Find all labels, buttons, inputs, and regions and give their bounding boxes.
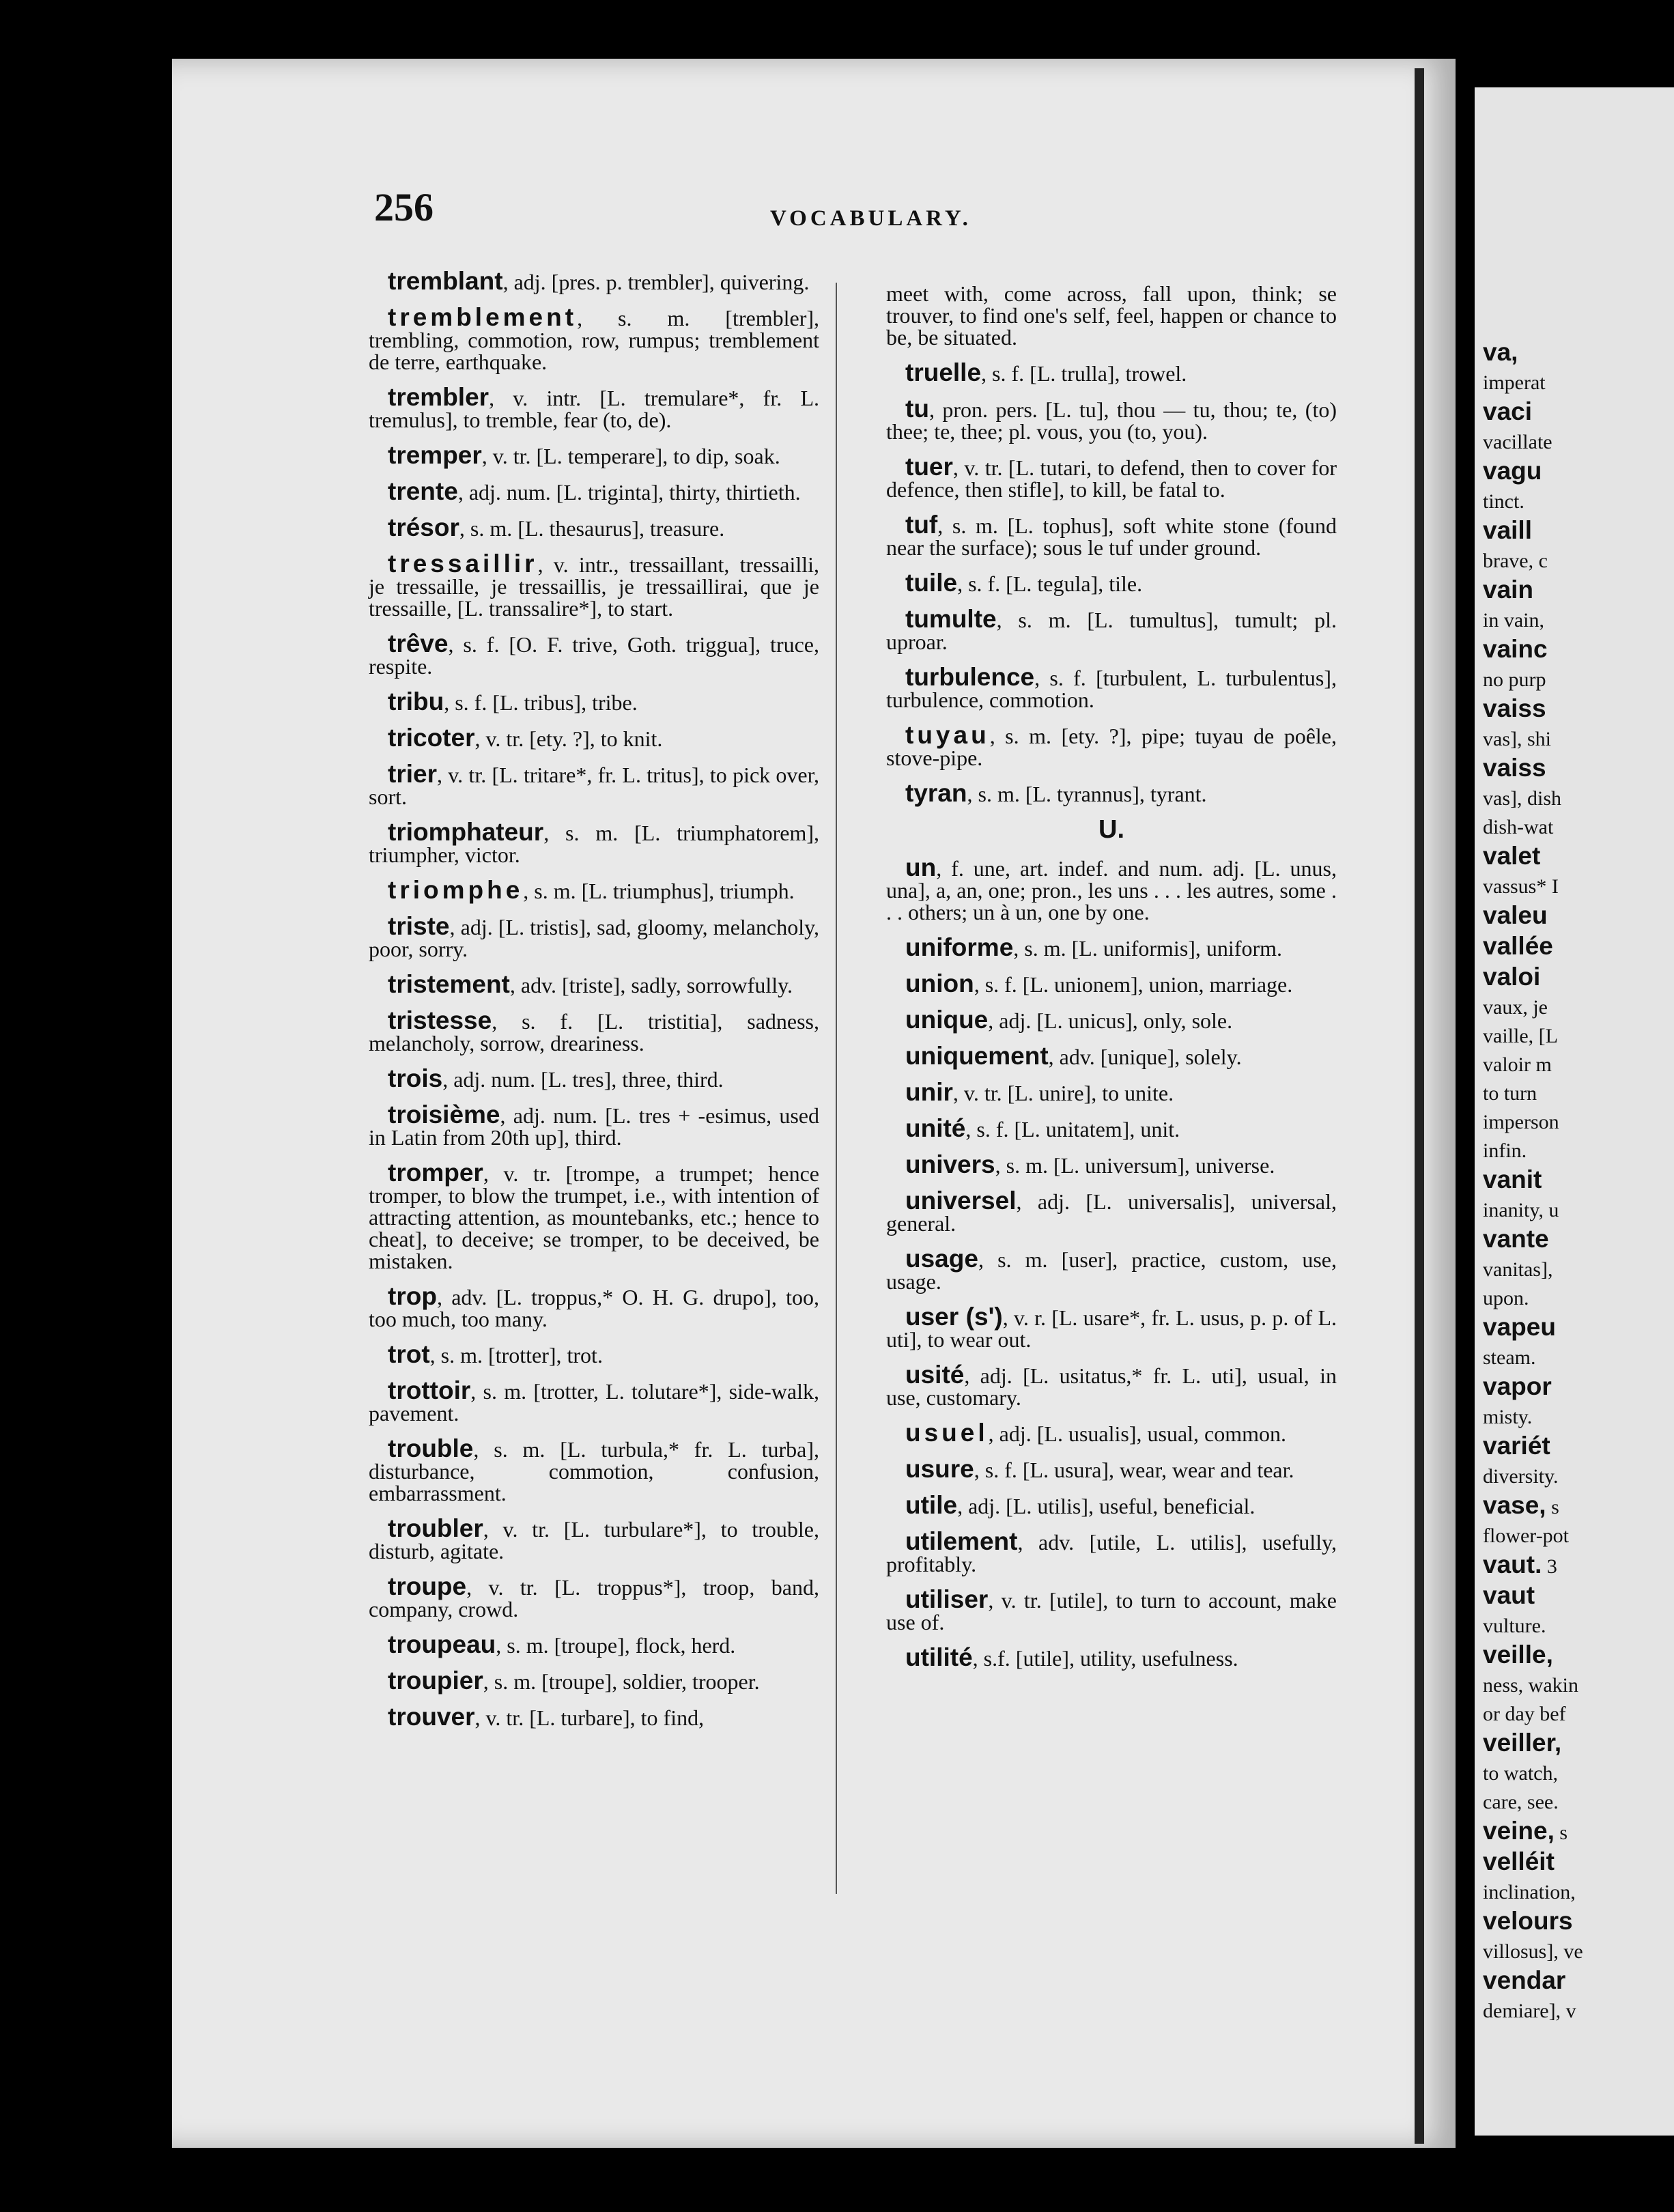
fragment-text: misty. — [1483, 1406, 1533, 1428]
fragment-line — [1483, 1374, 1674, 1401]
dictionary-entry — [369, 1101, 819, 1150]
left-column — [369, 267, 819, 1742]
entries-t — [886, 358, 1337, 807]
entry-headword: troupe — [388, 1572, 467, 1600]
fragment-line — [1483, 1110, 1674, 1135]
fragment-line — [1483, 1024, 1674, 1049]
entry-definition: , s. m. [L. triumphatorem], triumpher, victor. — [369, 821, 819, 867]
page-number: 256 — [374, 185, 434, 229]
fragment-line — [1483, 995, 1674, 1020]
dictionary-entry — [886, 779, 1337, 807]
continued-entry-text: meet with, come across, fall upon, think; se trouver, to find one's self, feel, happen or chance to be, be situated. — [886, 281, 1337, 350]
entry-definition: , adv. [triste], sadly, sorrowfully. — [509, 973, 793, 997]
fragment-text: upon. — [1483, 1287, 1529, 1309]
dictionary-entry — [369, 1667, 819, 1695]
fragment-headword: vendar — [1483, 1966, 1566, 1994]
dictionary-entry — [369, 267, 819, 295]
entry-definition: , s. m. [troupe], soldier, trooper. — [483, 1669, 760, 1694]
entry-definition: , s. m. [L. tophus], soft white stone (found near the surface); sous le tuf under ground. — [886, 513, 1337, 560]
dictionary-entry — [369, 912, 819, 961]
entry-definition: , adj. num. [L. triginta], thirty, thirtieth. — [457, 480, 801, 505]
dictionary-entry — [369, 1064, 819, 1092]
fragment-line — [1483, 1968, 1674, 1995]
fragment-headword: vaut — [1483, 1581, 1535, 1609]
fragment-line — [1483, 1286, 1674, 1311]
dictionary-entry — [369, 687, 819, 715]
fragment-text: ness, wakin — [1483, 1674, 1578, 1697]
fragment-text: tinct. — [1483, 490, 1524, 513]
fragment-line — [1483, 371, 1674, 395]
entry-headword: usure — [905, 1455, 974, 1483]
entry-definition: , s. f. [L. tegula], tile. — [957, 571, 1143, 596]
entry-headword: unir — [905, 1078, 953, 1106]
entry-headword: utile — [905, 1491, 958, 1519]
entry-headword: tromper — [388, 1159, 483, 1187]
fragment-headword: veine, — [1483, 1817, 1555, 1845]
fragment-line — [1483, 1849, 1674, 1876]
entry-definition: , s. f. [L. unionem], union, marriage. — [974, 972, 1293, 997]
fragment-line — [1483, 1643, 1674, 1669]
entry-headword: utilement — [905, 1527, 1018, 1555]
fragment-line — [1483, 965, 1674, 991]
fragment-headword: vaiss — [1483, 754, 1546, 782]
entry-definition: , v. intr., tressaillant, tressailli, je tressaille, je tressaillis, je tressaillirai, que je tressaille, [L. transsalire*], to start. — [369, 552, 819, 621]
entry-headword: uniquement — [905, 1042, 1049, 1070]
entry-definition: , s. m. [L. uniformis], uniform. — [1013, 936, 1283, 961]
dictionary-entry — [369, 513, 819, 541]
entry-definition: , s. f. [L. tribus], tribe. — [444, 690, 638, 715]
dictionary-entry — [886, 853, 1337, 924]
dictionary-entry — [886, 1455, 1337, 1483]
dictionary-entry — [886, 1187, 1337, 1236]
fragment-text: inanity, u — [1483, 1199, 1559, 1221]
entry-definition: , adv. [L. troppus,* O. H. G. drupo], too, too much, too many. — [369, 1285, 819, 1331]
fragment-headword: veiller, — [1483, 1729, 1562, 1757]
entry-definition: , adj. num. [L. tres], three, third. — [442, 1067, 724, 1092]
entry-definition: , adj. [L. usualis], usual, common. — [988, 1421, 1287, 1446]
entry-definition: , v. tr. [L. temperare], to dip, soak. — [481, 444, 780, 468]
entry-headword: universel — [905, 1187, 1017, 1215]
fragment-line — [1483, 637, 1674, 664]
fragment-text: brave, c — [1483, 550, 1548, 572]
fragment-text: imperson — [1483, 1111, 1559, 1133]
fragment-text: 3 — [1542, 1555, 1557, 1578]
entry-headword: tricoter — [388, 724, 475, 752]
entry-headword: trois — [388, 1064, 443, 1092]
fragment-headword: va, — [1483, 338, 1518, 366]
fragment-text: no purp — [1483, 668, 1546, 691]
fragment-line — [1483, 1940, 1674, 1964]
fragment-line — [1483, 1167, 1674, 1194]
dictionary-entry — [886, 1114, 1337, 1142]
dictionary-entry — [369, 1340, 819, 1368]
entry-definition: , adv. [unique], solely. — [1048, 1045, 1242, 1069]
fragment-line — [1483, 1346, 1674, 1370]
entry-headword: truelle — [905, 358, 982, 386]
dictionary-entry — [369, 970, 819, 998]
dictionary-entry — [369, 1159, 819, 1273]
fragment-headword: vase, — [1483, 1491, 1546, 1519]
fragment-text: demiare], v — [1483, 2000, 1576, 2022]
fragment-text: or day bef — [1483, 1703, 1566, 1725]
dictionary-entry — [369, 1514, 819, 1563]
fragment-headword: vaci — [1483, 397, 1533, 425]
fragment-line — [1483, 1524, 1674, 1548]
entry-headword: tristement — [388, 970, 510, 998]
entry-definition: , s. m. [trembler], trembling, commotion, row, rumpus; tremblement de terre, earthquake. — [369, 306, 819, 374]
dictionary-entry — [886, 933, 1337, 961]
fragment-headword: valet — [1483, 842, 1541, 870]
fragment-text: imperat — [1483, 371, 1546, 394]
entry-headword: tuyau — [905, 721, 990, 749]
fragment-line — [1483, 1493, 1674, 1520]
fragment-headword: vain — [1483, 576, 1534, 604]
fragment-headword: vagu — [1483, 457, 1542, 485]
entry-definition: , adj. [L. utilis], useful, beneficial. — [957, 1494, 1256, 1518]
entry-headword: triomphe — [388, 876, 524, 904]
fragment-headword: vaut. — [1483, 1550, 1542, 1578]
dictionary-entry — [886, 453, 1337, 502]
entry-definition: , adj. [L. universalis], universal, general. — [886, 1189, 1337, 1236]
entry-headword: tuile — [905, 569, 958, 597]
dictionary-entry — [369, 760, 819, 809]
fragment-line — [1483, 578, 1674, 604]
entry-definition: , v. intr. [L. tremulare*, fr. L. tremulus], to tremble, fear (to, de). — [369, 386, 819, 432]
entry-definition: , s. m. [ety. ?], pipe; tuyau de poêle, stove-pipe. — [886, 724, 1337, 770]
fragment-text: s — [1554, 1821, 1568, 1844]
fragment-line — [1483, 1909, 1674, 1936]
entry-definition: , v. tr. [L. unire], to unite. — [952, 1081, 1174, 1105]
fragment-headword: vaiss — [1483, 694, 1546, 722]
dictionary-entry — [886, 1585, 1337, 1634]
right-column — [886, 283, 1337, 1683]
dictionary-entry — [886, 605, 1337, 654]
entry-definition: , s. m. [user], practice, custom, use, usage. — [886, 1247, 1337, 1294]
dictionary-entry — [886, 1419, 1337, 1447]
entries-u — [886, 853, 1337, 1671]
fragment-line — [1483, 696, 1674, 723]
fragment-line — [1483, 875, 1674, 899]
page-gutter — [1415, 68, 1424, 2144]
entry-definition: , s. f. [L. tristitia], sadness, melancholy, sorrow, dreariness. — [369, 1009, 819, 1055]
fragment-text: vaux, je — [1483, 996, 1548, 1019]
fragment-line — [1483, 608, 1674, 633]
fragment-text: vacillate — [1483, 431, 1552, 453]
entry-headword: tribu — [388, 687, 444, 715]
entry-headword: turbulence — [905, 663, 1035, 691]
fragment-line — [1483, 1819, 1674, 1845]
fragment-headword: vante — [1483, 1225, 1549, 1253]
fragment-text: vulture. — [1483, 1615, 1546, 1637]
entry-headword: tuf — [905, 511, 938, 539]
dictionary-entry — [369, 1572, 819, 1621]
dictionary-entry — [886, 395, 1337, 444]
fragment-line — [1483, 1702, 1674, 1727]
next-page-fragment — [1475, 87, 1674, 2136]
running-head: VOCABULARY. — [770, 206, 971, 231]
entry-headword: trêve — [388, 629, 449, 657]
fragment-text: vas], shi — [1483, 728, 1551, 750]
fragment-text: diversity. — [1483, 1465, 1559, 1488]
fragment-line — [1483, 844, 1674, 870]
entry-definition: , s. m. [L. tyrannus], tyrant. — [967, 782, 1207, 806]
fragment-line — [1483, 1731, 1674, 1757]
fragment-headword: vaill — [1483, 516, 1532, 544]
fragment-line — [1483, 815, 1674, 840]
fragment-line — [1483, 399, 1674, 426]
entry-definition: , adj. [L. tristis], sad, gloomy, melancholy, poor, sorry. — [369, 915, 819, 961]
dictionary-entry — [369, 1703, 819, 1731]
entry-headword: uniforme — [905, 933, 1014, 961]
entry-headword: trésor — [388, 513, 459, 541]
fragment-text: care, see. — [1483, 1791, 1559, 1813]
dictionary-entry — [886, 1361, 1337, 1410]
dictionary-entry — [886, 1078, 1337, 1106]
fragment-line — [1483, 756, 1674, 782]
entry-headword: utiliser — [905, 1585, 989, 1613]
entry-definition: , s. m. [L. tumultus], tumult; pl. uproar. — [886, 608, 1337, 654]
entry-headword: trot — [388, 1340, 430, 1368]
fragment-text: vanitas], — [1483, 1258, 1553, 1281]
dictionary-entry — [369, 477, 819, 505]
dictionary-entry — [369, 441, 819, 469]
entry-definition: , v. tr. [L. tutari, to defend, then to cover for defence, then stifle], to kill, be fatal to. — [886, 455, 1337, 502]
entry-headword: univers — [905, 1150, 995, 1178]
entry-headword: tressaillir — [388, 550, 538, 578]
fragment-line — [1483, 490, 1674, 514]
entry-definition: , v. tr. [L. troppus*], troop, band, company, crowd. — [369, 1575, 819, 1621]
fragment-headword: valoi — [1483, 963, 1541, 991]
fragment-line — [1483, 1258, 1674, 1282]
fragment-line — [1483, 903, 1674, 930]
dictionary-entry — [886, 358, 1337, 386]
dictionary-entry — [369, 1630, 819, 1658]
entry-headword: trouble — [388, 1434, 474, 1462]
entry-definition: , s. f. [O. F. trive, Goth. triggua], truce, respite. — [369, 632, 819, 679]
entry-definition: , s. f. [turbulent, L. turbulentus], turbulence, commotion. — [886, 666, 1337, 712]
entry-definition: , s. f. [L. trulla], trowel. — [981, 361, 1187, 386]
fragment-line — [1483, 1761, 1674, 1786]
entry-headword: troisième — [388, 1101, 500, 1129]
entry-headword: trottoir — [388, 1376, 471, 1404]
fragment-text: infin. — [1483, 1139, 1527, 1162]
entry-definition: , v. tr. [L. tritare*, fr. L. tritus], to pick over, sort. — [369, 763, 819, 809]
entry-definition: , s. m. [trotter], trot. — [429, 1343, 603, 1367]
entry-headword: tyran — [905, 779, 967, 807]
entry-definition: , adv. [utile, L. utilis], usefully, profitably. — [886, 1530, 1337, 1576]
fragment-line — [1483, 1614, 1674, 1639]
dictionary-entry — [886, 1303, 1337, 1352]
entry-definition: , s. m. [L. turbula,* fr. L. turba], disturbance, commotion, confusion, embarrassment. — [369, 1437, 819, 1505]
entry-definition: , v. tr. [L. turbare], to find, — [474, 1705, 705, 1730]
fragment-text: to watch, — [1483, 1762, 1558, 1785]
entry-headword: triste — [388, 912, 450, 940]
entry-headword: usage — [905, 1245, 978, 1273]
entry-headword: trente — [388, 477, 458, 505]
entry-definition: , s. f. [L. unitatem], unit. — [965, 1117, 1180, 1142]
entry-headword: tu — [905, 395, 929, 423]
fragment-line — [1483, 1315, 1674, 1342]
entry-headword: trier — [388, 760, 437, 788]
fragment-line — [1483, 1790, 1674, 1815]
next-page-text — [1475, 87, 1674, 2024]
entry-definition: , adj. [L. unicus], only, sole. — [988, 1008, 1233, 1033]
entry-headword: tuer — [905, 453, 953, 481]
entry-definition: , s. m. [L. universum], universe. — [995, 1153, 1275, 1178]
fragment-line — [1483, 430, 1674, 455]
dictionary-entry — [886, 721, 1337, 770]
entry-definition: , adj. num. [L. tres + -esimus, used in Latin from 20th up], third. — [369, 1103, 819, 1150]
fragment-line — [1483, 1999, 1674, 2024]
fragment-text: flower-pot — [1483, 1525, 1570, 1547]
fragment-line — [1483, 1583, 1674, 1610]
entry-definition: , f. une, art. indef. and num. adj. [L. unus, una], a, an, one; pron., les uns . . . les autres, some . . . others; un à un, one by one. — [886, 856, 1337, 924]
fragment-text: in vain, — [1483, 609, 1544, 632]
dictionary-entry — [886, 1245, 1337, 1294]
dictionary-entry — [886, 1643, 1337, 1671]
entry-definition: , s. m. [troupe], flock, herd. — [496, 1633, 736, 1658]
entry-headword: trop — [388, 1282, 437, 1310]
fragment-line — [1483, 1673, 1674, 1698]
fragment-line — [1483, 1464, 1674, 1489]
dictionary-entry — [369, 1434, 819, 1505]
dictionary-entry — [369, 550, 819, 621]
entry-definition: , s. f. [L. usura], wear, wear and tear. — [974, 1458, 1294, 1482]
dictionary-entry — [886, 1006, 1337, 1034]
fragment-headword: valeu — [1483, 901, 1548, 929]
entry-headword: union — [905, 969, 974, 997]
fragment-line — [1483, 1139, 1674, 1163]
dictionary-entry — [369, 818, 819, 867]
fragment-text: inclination, — [1483, 1881, 1576, 1903]
fragment-line — [1483, 340, 1674, 367]
entry-definition: , v. tr. [utile], to turn to account, make use of. — [886, 1588, 1337, 1634]
fragment-text: steam. — [1483, 1346, 1536, 1369]
section-heading: U. — [1098, 815, 1124, 844]
fragment-text: villosus], ve — [1483, 1940, 1583, 1963]
dictionary-entry — [369, 1376, 819, 1426]
entry-headword: unité — [905, 1114, 966, 1142]
entry-definition: , s. m. [trotter, L. tolutare*], side-walk, pavement. — [369, 1379, 819, 1426]
entry-headword: troubler — [388, 1514, 483, 1542]
entry-definition: , v. tr. [trompe, a trumpet; hence tromper, to blow the trumpet, i.e., with intention of attracting attention, as mountebanks, etc.; hence to cheat], to deceive; se tromper, to be deceived, be mistaken. — [369, 1161, 819, 1273]
dictionary-entry — [886, 1150, 1337, 1178]
dictionary-entry — [886, 1491, 1337, 1519]
dictionary-entry — [886, 1527, 1337, 1576]
dictionary-entry — [369, 629, 819, 679]
fragment-line — [1483, 1880, 1674, 1905]
entry-definition: , v. tr. [L. turbulare*], to trouble, disturb, agitate. — [369, 1517, 819, 1563]
fragment-line — [1483, 786, 1674, 811]
fragment-headword: veille, — [1483, 1641, 1553, 1669]
fragment-headword: velléit — [1483, 1847, 1555, 1875]
fragment-text: s — [1546, 1496, 1559, 1518]
dictionary-entry — [886, 569, 1337, 597]
fragment-headword: variét — [1483, 1432, 1550, 1460]
entry-headword: unique — [905, 1006, 989, 1034]
fragment-headword: vapeu — [1483, 1313, 1556, 1341]
dictionary-entry — [369, 383, 819, 432]
entry-headword: utilité — [905, 1643, 973, 1671]
fragment-text: to turn — [1483, 1082, 1537, 1105]
column-divider — [836, 283, 837, 1894]
entry-headword: usité — [905, 1361, 965, 1389]
fragment-line — [1483, 1405, 1674, 1430]
fragment-line — [1483, 1081, 1674, 1106]
fragment-line — [1483, 727, 1674, 752]
entry-headword: troupier — [388, 1667, 483, 1695]
entry-headword: tristesse — [388, 1006, 492, 1034]
fragment-text: vas], dish — [1483, 787, 1561, 810]
fragment-line — [1483, 1552, 1674, 1579]
fragment-text: vaille, [L — [1483, 1025, 1558, 1047]
entry-headword: usuel — [905, 1419, 989, 1447]
entry-headword: trembler — [388, 383, 490, 411]
fragment-text: vassus* I — [1483, 875, 1559, 898]
fragment-text: dish-wat — [1483, 816, 1554, 838]
fragment-line — [1483, 1198, 1674, 1223]
fragment-line — [1483, 549, 1674, 573]
entry-headword: troupeau — [388, 1630, 496, 1658]
entry-definition: , adj. [L. usitatus,* fr. L. uti], usual, in use, customary. — [886, 1363, 1337, 1410]
entry-headword: tremper — [388, 441, 482, 469]
fragment-line — [1483, 668, 1674, 692]
entry-headword: user (s') — [905, 1303, 1003, 1331]
fragment-headword: vainc — [1483, 635, 1548, 663]
entry-definition: , s. m. [L. thesaurus], treasure. — [459, 516, 725, 541]
dictionary-entry — [886, 1042, 1337, 1070]
entry-headword: triomphateur — [388, 818, 544, 846]
entry-definition: , adj. [pres. p. trembler], quivering. — [502, 270, 810, 294]
entry-headword: tremblant — [388, 267, 503, 295]
dictionary-entry — [886, 511, 1337, 560]
dictionary-entry — [369, 876, 819, 904]
fragment-line — [1483, 518, 1674, 545]
entry-definition: , s. m. [L. triumphus], triumph. — [523, 879, 795, 903]
entry-headword: trouver — [388, 1703, 475, 1731]
dictionary-entry — [886, 663, 1337, 712]
dictionary-entry — [369, 303, 819, 374]
entry-headword: tumulte — [905, 605, 997, 633]
fragment-text: valoir m — [1483, 1053, 1552, 1076]
entry-headword: tremblement — [388, 303, 578, 331]
fragment-headword: vallée — [1483, 932, 1553, 960]
dictionary-entry — [369, 1282, 819, 1331]
fragment-headword: velours — [1483, 1907, 1573, 1935]
fragment-headword: vanit — [1483, 1165, 1542, 1193]
fragment-headword: vapor — [1483, 1372, 1552, 1400]
fragment-line — [1483, 1227, 1674, 1253]
fragment-line — [1483, 934, 1674, 961]
entry-definition: , v. r. [L. usare*, fr. L. usus, p. p. of L. uti], to wear out. — [886, 1305, 1337, 1352]
fragment-line — [1483, 1053, 1674, 1077]
fragment-line — [1483, 459, 1674, 485]
entry-definition: , v. tr. [ety. ?], to knit. — [474, 726, 663, 751]
entry-definition: , pron. pers. [L. tu], thou — tu, thou; te, (to) thee; te, thee; pl. vous, you (to, you). — [886, 397, 1337, 444]
dictionary-entry — [369, 724, 819, 752]
dictionary-entry — [886, 969, 1337, 997]
fragment-line — [1483, 1434, 1674, 1460]
entry-headword: un — [905, 853, 937, 881]
entry-definition: , s.f. [utile], utility, usefulness. — [972, 1646, 1238, 1671]
dictionary-entry — [369, 1006, 819, 1055]
